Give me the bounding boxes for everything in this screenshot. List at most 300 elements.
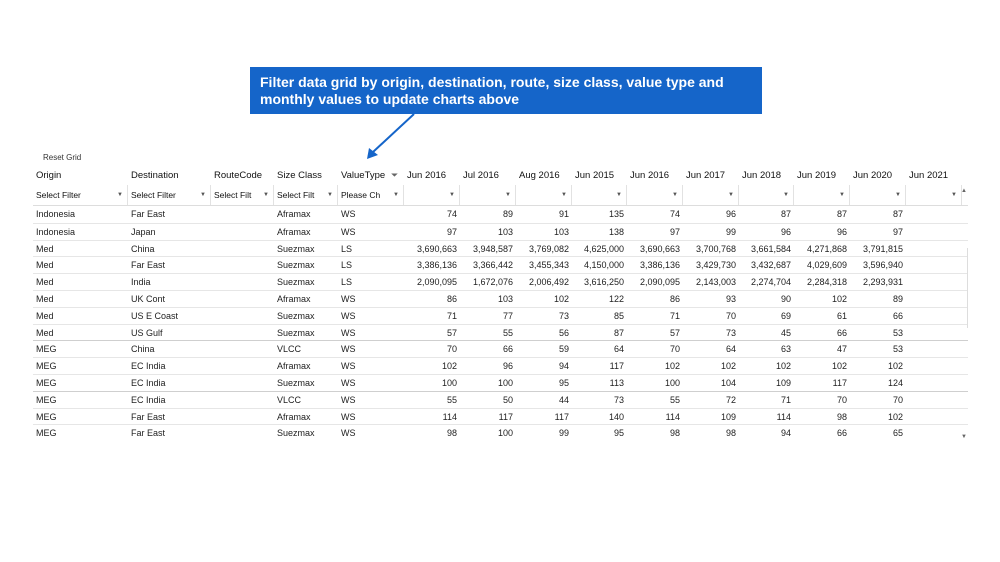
column-header[interactable] [516,167,572,184]
table-cell: 4,029,609 [806,260,847,271]
table-cell: 102 [831,294,847,304]
table-cell: Med [36,310,54,321]
table-row[interactable] [33,340,968,358]
table-row[interactable] [33,206,968,223]
table-cell: 71 [669,310,680,321]
table-cell: VLCC [277,344,302,355]
table-cell: WS [341,310,356,321]
table-cell: 56 [558,327,569,338]
table-cell: 3,596,940 [862,260,903,271]
table-cell: 114 [442,411,457,422]
table-cell: 50 [502,394,513,405]
table-cell: 96 [780,226,791,237]
table-cell: WS [341,411,356,422]
table-cell: 102 [441,361,457,372]
table-cell: China [131,344,155,355]
column-header[interactable] [128,167,211,184]
table-cell: 114 [665,411,680,422]
column-header[interactable] [211,167,274,184]
table-cell: 96 [725,209,736,219]
table-cell: 71 [780,394,791,405]
table-cell: 91 [558,209,569,219]
table-cell: 70 [892,394,903,405]
table-cell: 77 [502,310,513,321]
table-cell: China [131,243,155,254]
table-cell: 140 [608,411,624,422]
table-cell: Med [36,277,54,288]
table-cell: 64 [725,344,736,355]
table-cell: 114 [776,411,791,422]
chevron-down-icon[interactable]: ▼ [200,192,206,198]
table-cell: 122 [608,294,624,304]
table-cell: 3,366,442 [472,260,513,271]
funnel-icon[interactable]: ⏷ [391,170,399,180]
table-row[interactable] [33,391,968,409]
table-cell: 70 [669,344,680,355]
filter-select-sizeclass[interactable] [274,185,338,205]
table-cell: 95 [613,428,624,439]
chevron-down-icon[interactable]: ▼ [895,192,901,198]
column-header-label: Jun 2017 [686,170,726,181]
table-cell: 3,386,136 [416,260,457,271]
table-cell: 70 [725,310,736,321]
table-cell: Aframax [277,411,311,422]
filter-select-origin[interactable] [33,185,128,205]
grid-header-row [33,167,968,184]
table-cell: 3,432,687 [750,260,791,271]
column-header-label: Jun 2018 [742,170,782,181]
table-cell: Suezmax [277,243,315,254]
scroll-thumb[interactable] [967,248,968,328]
column-header-label: Jun 2021 [909,170,949,181]
table-cell [211,358,274,375]
chevron-down-icon[interactable]: ▼ [616,192,622,198]
table-cell [906,274,962,291]
table-cell: US E Coast [131,310,179,321]
table-cell [906,409,962,426]
table-cell: 57 [669,327,680,338]
table-cell: 3,769,082 [528,243,569,254]
table-cell: 100 [441,378,457,388]
scroll-up-icon[interactable]: ▲ [961,188,967,194]
table-cell [906,308,962,325]
table-cell: 85 [613,310,624,321]
table-cell: 87 [892,209,903,219]
reset-grid-button[interactable]: Reset Grid [43,153,82,162]
chevron-down-icon[interactable]: ▼ [393,192,399,198]
table-cell: India [131,277,151,288]
table-cell [211,206,274,223]
table-cell: WS [341,428,356,439]
table-cell: Aframax [277,226,311,237]
table-cell: 74 [669,209,680,219]
column-header[interactable] [274,167,338,184]
table-cell: 61 [836,310,847,321]
table-cell: MEG [36,378,57,388]
table-cell [211,224,274,241]
column-header-label: Jun 2019 [797,170,837,181]
table-cell: 98 [836,411,847,422]
chevron-down-icon[interactable]: ▼ [839,192,845,198]
table-cell: 100 [497,378,513,388]
column-header-label: Jun 2020 [853,170,893,181]
table-cell: 1,672,076 [472,277,513,288]
table-cell: 53 [892,327,903,338]
table-row[interactable] [33,290,968,308]
table-cell: WS [341,226,356,237]
filter-select-value: Select Filter [131,190,176,200]
table-cell: 71 [446,310,457,321]
filter-select-destination[interactable] [128,185,211,205]
table-cell: 87 [836,209,847,219]
table-cell: 4,150,000 [583,260,624,271]
table-cell: Indonesia [36,209,76,219]
filter-select-value: Please Ch [341,190,381,200]
column-header-label: Jun 2016 [407,170,447,181]
table-cell: MEG [36,344,57,355]
table-cell: 63 [780,344,791,355]
table-cell: 3,455,343 [528,260,569,271]
column-header-label: Size Class [277,170,322,181]
column-header-label: RouteCode [214,170,263,181]
column-header-label: Jul 2016 [463,170,499,181]
table-cell: 59 [558,344,569,355]
table-cell: EC India [131,378,166,388]
table-cell: WS [341,378,356,388]
table-cell: Indonesia [36,226,76,237]
table-cell: 70 [836,394,847,405]
table-cell: 100 [664,378,680,388]
table-cell: 100 [497,428,513,439]
table-cell: 97 [669,226,680,237]
column-header-label: Jun 2015 [575,170,615,181]
table-cell [211,341,274,358]
table-cell: 102 [775,361,791,372]
table-cell: MEG [36,394,57,405]
table-cell [906,325,962,342]
filter-select-month[interactable] [794,185,850,205]
table-cell [211,375,274,392]
table-cell: 2,090,095 [416,277,457,288]
table-cell: Suezmax [277,327,315,338]
table-cell: 102 [831,361,847,372]
table-cell: 98 [669,428,680,439]
table-cell [211,257,274,274]
table-cell: 4,271,868 [806,243,847,254]
table-cell: LS [341,260,353,271]
table-cell: Suezmax [277,310,315,321]
table-cell [211,241,274,258]
table-cell: 3,661,584 [750,243,791,254]
table-cell: 3,690,663 [416,243,457,254]
table-cell [906,291,962,308]
table-cell: LS [341,243,353,254]
table-cell: 2,006,492 [528,277,569,288]
table-cell [906,375,962,392]
table-cell: 55 [446,394,457,405]
table-cell [906,392,962,409]
table-cell [211,308,274,325]
column-header[interactable] [460,167,516,184]
table-row[interactable] [33,374,968,392]
chevron-down-icon[interactable]: ▼ [951,192,957,198]
table-cell: 109 [720,411,736,422]
grid-filter-row [33,185,968,206]
table-cell: 117 [609,361,624,372]
filter-select-month[interactable] [404,185,460,205]
table-cell: Aframax [277,209,311,219]
filter-select-month[interactable] [572,185,627,205]
table-cell: 86 [669,294,680,304]
table-cell: 102 [720,361,736,372]
table-cell [211,274,274,291]
table-cell: WS [341,344,356,355]
table-cell: 47 [836,344,847,355]
table-cell: Med [36,243,54,254]
table-cell: 135 [608,209,624,219]
table-cell: 2,284,318 [806,277,847,288]
table-cell [906,425,962,440]
table-cell: 2,143,003 [695,277,736,288]
table-cell: 102 [664,361,680,372]
table-cell: 138 [608,226,624,237]
table-cell: US Gulf [131,327,163,338]
column-header-label: Destination [131,170,179,181]
column-header[interactable] [627,167,683,184]
table-cell: Aframax [277,361,311,372]
filter-select-value: Select Filt [214,190,252,200]
filter-select-routecode[interactable] [211,185,274,205]
table-cell: Far East [131,411,166,422]
table-row[interactable] [33,307,968,325]
table-cell [906,206,962,223]
table-row[interactable] [33,324,968,342]
table-cell: 103 [497,226,513,237]
table-cell [906,224,962,241]
table-cell: 57 [446,327,457,338]
table-cell: 66 [502,344,513,355]
table-cell: 45 [780,327,791,338]
table-cell: 102 [887,411,903,422]
table-cell: 94 [558,361,569,372]
table-row[interactable] [33,424,968,440]
table-cell: 103 [553,226,569,237]
table-cell [211,409,274,426]
table-cell: Suezmax [277,378,315,388]
table-cell: 4,625,000 [583,243,624,254]
table-cell: 99 [725,226,736,237]
table-cell: 86 [446,294,457,304]
chevron-down-icon[interactable]: ▼ [505,192,511,198]
table-cell: 73 [725,327,736,338]
table-cell: WS [341,209,356,219]
table-cell: Japan [131,226,156,237]
data-grid [33,167,968,440]
chevron-down-icon[interactable]: ▼ [783,192,789,198]
table-cell: MEG [36,428,57,439]
table-cell: Suezmax [277,260,315,271]
table-cell: 55 [669,394,680,405]
table-cell: 53 [892,344,903,355]
table-cell [906,358,962,375]
table-cell: 3,948,587 [472,243,513,254]
column-header-label: Aug 2016 [519,170,560,181]
table-cell: 89 [892,294,903,304]
table-cell [211,291,274,308]
table-cell: 104 [720,378,736,388]
callout-line-2: monthly values to update charts above [260,91,520,107]
table-cell: Aframax [277,294,311,304]
table-cell: Med [36,260,54,271]
table-cell: Med [36,327,54,338]
column-header[interactable] [338,167,404,184]
table-cell: Far East [131,260,166,271]
chevron-down-icon[interactable]: ▼ [728,192,734,198]
table-cell: 3,690,663 [639,243,680,254]
table-cell: 117 [554,411,569,422]
filter-select-month[interactable] [850,185,906,205]
table-cell: 2,293,931 [862,277,903,288]
table-cell [211,392,274,409]
chevron-down-icon[interactable]: ▼ [327,192,333,198]
table-cell: 55 [502,327,513,338]
table-cell: Far East [131,209,166,219]
chevron-down-icon[interactable]: ▼ [449,192,455,198]
table-cell: 3,616,250 [583,277,624,288]
table-cell: 97 [892,226,903,237]
table-cell: 97 [446,226,457,237]
table-cell: MEG [36,411,57,422]
table-cell: WS [341,327,356,338]
chevron-down-icon[interactable]: ▼ [672,192,678,198]
table-cell: 89 [502,209,513,219]
table-cell: 102 [887,361,903,372]
table-cell: 99 [558,428,569,439]
table-cell [211,425,274,440]
table-cell: 96 [502,361,513,372]
grid-scrollbar[interactable] [961,188,969,440]
column-header[interactable] [739,167,794,184]
filter-select-month[interactable] [627,185,683,205]
table-cell: 70 [446,344,457,355]
filter-select-month[interactable] [906,185,962,205]
table-cell: 66 [836,428,847,439]
table-cell [906,257,962,274]
table-cell: LS [341,277,353,288]
table-cell: 94 [780,428,791,439]
callout-line-1: Filter data grid by origin, destination, route, size class, value type and [260,74,724,90]
column-header[interactable] [683,167,739,184]
table-cell: 124 [887,378,903,388]
table-cell: Med [36,294,54,304]
table-cell: 95 [558,378,569,388]
table-cell: 3,791,815 [862,243,903,254]
table-cell: 117 [832,378,847,388]
table-cell: Suezmax [277,428,315,439]
table-cell: 65 [892,428,903,439]
table-cell: Suezmax [277,277,315,288]
table-cell: 44 [558,394,569,405]
table-cell: 2,090,095 [639,277,680,288]
table-cell: 87 [613,327,624,338]
table-row[interactable] [33,256,968,274]
table-cell: 66 [892,310,903,321]
chevron-down-icon[interactable]: ▼ [263,192,269,198]
column-header[interactable] [850,167,906,184]
table-cell: 98 [446,428,457,439]
table-cell: 87 [780,209,791,219]
column-header[interactable] [33,167,128,184]
table-cell [906,341,962,358]
scroll-down-icon[interactable]: ▼ [961,434,967,440]
table-cell: 117 [498,411,513,422]
table-cell: 72 [725,394,736,405]
column-header-label: Jun 2016 [630,170,670,181]
filter-select-month[interactable] [516,185,572,205]
filter-select-month[interactable] [460,185,516,205]
chevron-down-icon[interactable]: ▼ [117,192,123,198]
table-cell: EC India [131,394,166,405]
table-cell: WS [341,394,356,405]
table-row[interactable] [33,273,968,291]
table-cell: 3,429,730 [695,260,736,271]
table-row[interactable] [33,223,968,241]
table-cell: 73 [558,310,569,321]
column-header[interactable] [572,167,627,184]
table-cell: MEG [36,361,57,372]
table-cell: 73 [613,394,624,405]
table-cell: 2,274,704 [750,277,791,288]
column-header-label: Origin [36,170,62,181]
table-cell: 3,386,136 [639,260,680,271]
table-cell: WS [341,361,356,372]
table-cell: 102 [553,294,569,304]
table-row[interactable] [33,357,968,375]
filter-select-value: Select Filter [36,190,81,200]
column-header[interactable] [794,167,850,184]
chevron-down-icon[interactable]: ▼ [561,192,567,198]
table-cell: VLCC [277,394,302,405]
table-cell: UK Cont [131,294,166,304]
filter-select-month[interactable] [739,185,794,205]
filter-select-valuetype[interactable] [338,185,404,205]
table-cell [906,241,962,258]
table-cell: 3,700,768 [695,243,736,254]
table-cell: 69 [780,310,791,321]
table-cell: 109 [775,378,791,388]
table-cell: 64 [613,344,624,355]
table-row[interactable] [33,240,968,258]
table-cell: 66 [836,327,847,338]
filter-select-month[interactable] [683,185,739,205]
column-header-label: ValueType [341,170,386,181]
table-cell: 98 [725,428,736,439]
table-cell: WS [341,294,356,304]
table-cell: EC India [131,361,166,372]
table-cell: 74 [446,209,457,219]
table-cell: Far East [131,428,166,439]
table-cell: 103 [497,294,513,304]
table-cell: 90 [780,294,791,304]
table-cell: 113 [609,378,624,388]
column-header[interactable] [404,167,460,184]
table-cell [211,325,274,342]
table-cell: 96 [836,226,847,237]
filter-select-value: Select Filt [277,190,315,200]
table-row[interactable] [33,408,968,426]
column-header[interactable] [906,167,962,184]
table-cell: 93 [725,294,736,304]
